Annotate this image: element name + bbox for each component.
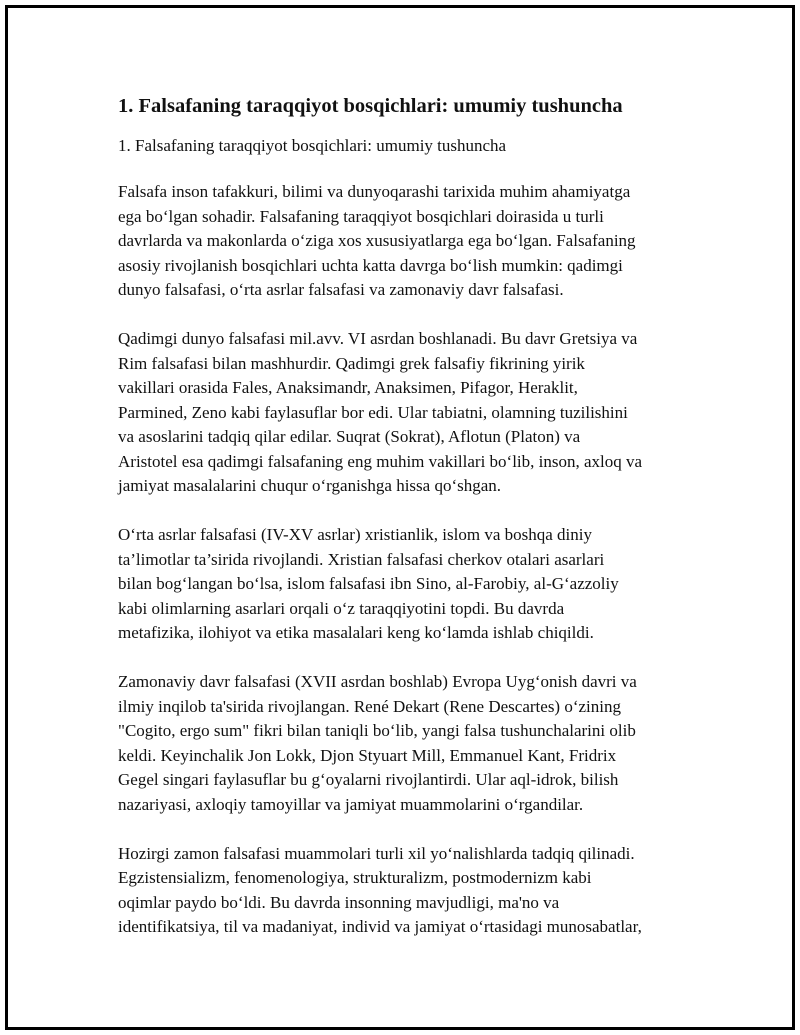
document-body (118, 92, 688, 940)
text-line: "Cogito, ergo sum" fikri bilan taniqli bo‘lib, yangi falsa tushunchalarini olib (118, 721, 636, 740)
text-line: Aristotel esa qadimgi falsafaning eng muhim vakillari bo‘lib, inson, axloq va (118, 451, 643, 471)
text-line: Zamonaviy davr falsafasi (XVII asrdan boshlab) Evropa Uyg‘onish davri va (118, 672, 637, 691)
text-line: asosiy rivojlanish bosqichlari uchta katta davrga bo‘lish mumkin: qadimgi (118, 255, 623, 275)
paragraph-modern (118, 670, 688, 817)
text-line: Falsafa inson tafakkuri, bilimi va dunyoqarashi tarixida muhim ahamiyatga (118, 182, 631, 201)
document-subtitle: 1. Falsafaning taraqqiyot bosqichlari: umumiy tushuncha (118, 136, 507, 155)
text-line: metafizika, ilohiyot va etika masalalari keng ko‘lamda ishlab chiqildi. (118, 623, 594, 642)
text-line: Gegel singari faylasuflar bu g‘oyalarni rivojlantirdi. Ular aql-idrok, bilish (118, 770, 619, 789)
text-line: ega bo‘lgan sohadir. Falsafaning taraqqiyot bosqichlari doirasida u turli (118, 206, 604, 226)
text-line: va asoslarini tadqiq qilar edilar. Suqrat (Sokrat), Aflotun (Platon) va (118, 427, 581, 446)
text-line: vakillari orasida Fales, Anaksimandr, Anaksimen, Pifagor, Heraklit, (118, 378, 578, 397)
text-line: kabi olimlarning asarlari orqali o‘z taraqqiyotini topdi. Bu davrda (118, 598, 565, 618)
text-line: Parmined, Zeno kabi faylasuflar bor edi. Ular tabiatni, olamning tuzilishini (118, 402, 628, 422)
text-line: keldi. Keyinchalik Jon Lokk, Djon Styuart Mill, Emmanuel Kant, Fridrix (118, 745, 617, 765)
text-line: jamiyat masalalarini chuqur o‘rganishga hissa qo‘shgan. (118, 476, 502, 495)
text-line: davrlarda va makonlarda o‘ziga xos xususiyatlarga ega bo‘lgan. Falsafaning (118, 231, 636, 250)
text-line: oqimlar paydo bo‘ldi. Bu davrda insonning mavjudligi, ma'no va (118, 892, 560, 912)
text-line: bilan bog‘langan bo‘lsa, islom falsafasi ibn Sino, al-Farobiy, al-G‘azzoliy (118, 574, 619, 593)
text-line: Egzistensializm, fenomenologiya, strukturalizm, postmodernizm kabi (118, 868, 592, 887)
paragraph-ancient (118, 327, 688, 499)
text-line: identifikatsiya, til va madaniyat, individ va jamiyat o‘rtasidagi munosabatlar, (118, 917, 642, 936)
text-line: ta’limotlar ta’sirida rivojlandi. Xristian falsafasi cherkov otalari asarlari (118, 549, 605, 569)
text-line: dunyo falsafasi, o‘rta asrlar falsafasi va zamonaviy davr falsafasi. (118, 280, 564, 299)
text-line: Qadimgi dunyo falsafasi mil.avv. VI asrdan boshlanadi. Bu davr Gretsiya va (118, 329, 638, 348)
text-line: ilmiy inqilob ta'sirida rivojlangan. René Dekart (Rene Descartes) o‘zining (118, 696, 621, 716)
paragraph-medieval (118, 523, 688, 646)
paragraph-intro (118, 180, 688, 303)
text-line: O‘rta asrlar falsafasi (IV-XV asrlar) xristianlik, islom va boshqa diniy (118, 525, 592, 544)
text-line: nazariyasi, axloqiy tamoyillar va jamiyat muammolarini o‘rgandilar. (118, 794, 584, 814)
document-title: 1. Falsafaning taraqqiyot bosqichlari: umumiy tushuncha (118, 95, 623, 117)
text-line: Hozirgi zamon falsafasi muammolari turli xil yo‘nalishlarda tadqiq qilinadi. (118, 843, 635, 863)
paragraph-contemporary (118, 842, 688, 940)
text-line: Rim falsafasi bilan mashhurdir. Qadimgi grek falsafiy fikrining yirik (118, 353, 585, 373)
